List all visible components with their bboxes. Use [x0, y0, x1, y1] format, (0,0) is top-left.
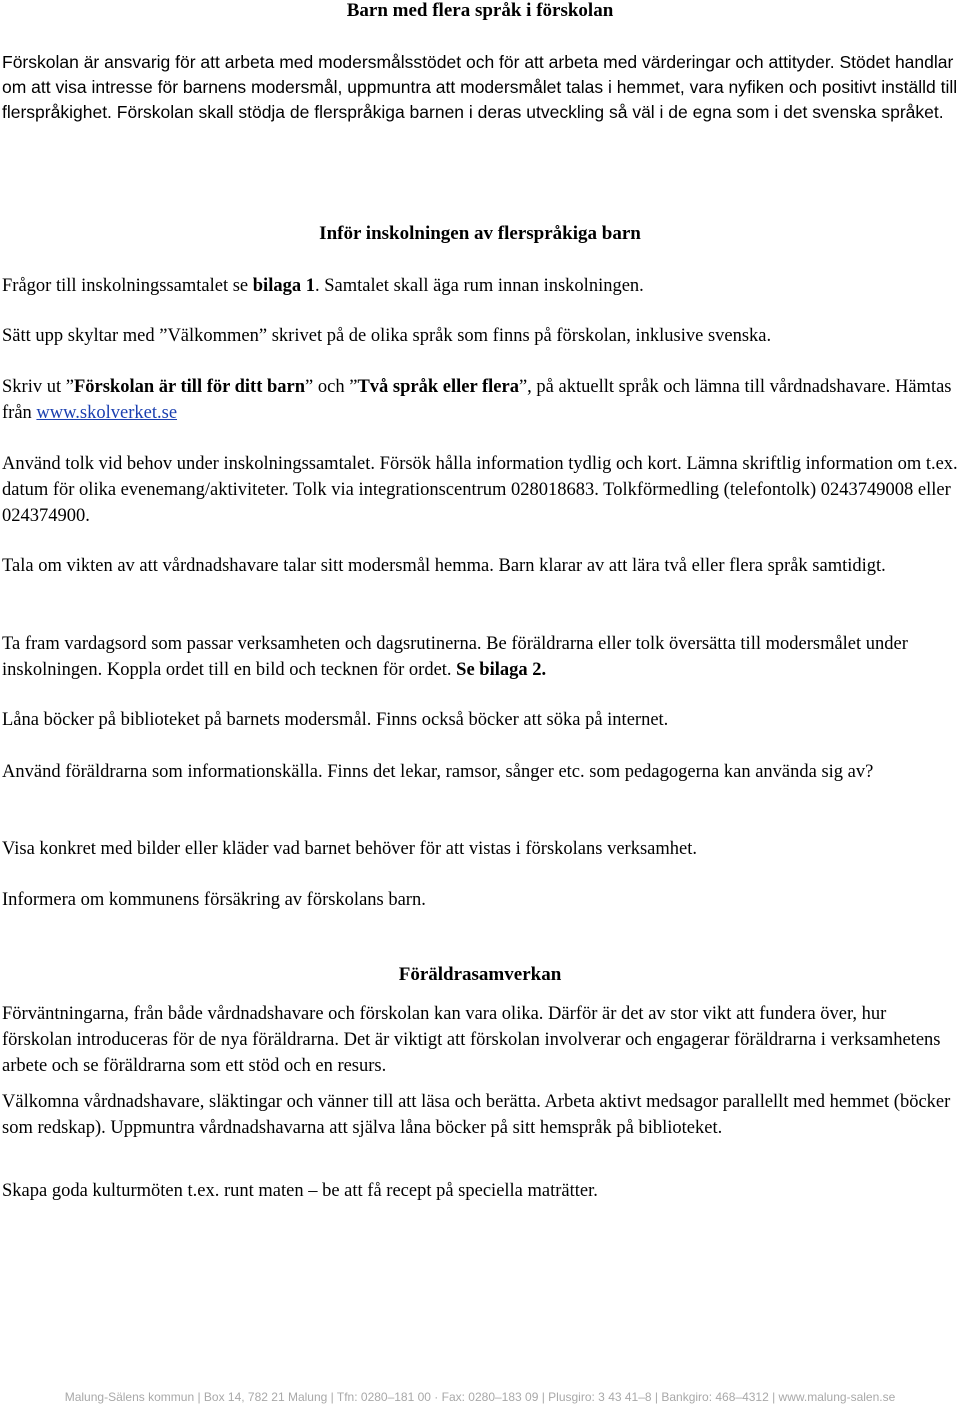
skolverket-link[interactable]: www.skolverket.se [36, 403, 178, 423]
page-footer: Malung-Sälens kommun | Box 14, 782 21 Malung | Tfn: 0280–181 00 · Fax: 0280–183 09 | Plusgiro: 3 43 41–8 | Bankgiro: 468–4312 | www.malung-salen.se [64, 1390, 896, 1404]
paragraph-show-concrete: Visa konkret med bilder eller kläder vad barnet behöver för att vistas i förskolans verksamhet. [2, 839, 697, 859]
paragraph-questions: Frågor till inskolningssamtalet se bilaga 1. Samtalet skall äga rum innan inskolningen. [2, 276, 644, 296]
intro-paragraph: Förskolan är ansvarig för att arbeta med modersmålsstödet och för att arbeta med värderingar och attityder. Stödet handlar om att visa intresse för barnens modersmål, uppmuntra att modersmålet talas i hemmet, vara nyfiken och positivt inställd till flerspråkighet. Förskolan skall stödja de flerspråkiga barnen i deras utveckling så väl i de egna som i det svenska språket. [2, 52, 958, 122]
paragraph-library-books: Låna böcker på biblioteket på barnets modersmål. Finns också böcker att söka på internet. [2, 710, 669, 730]
section-heading-inskolning: Inför inskolningen av flerspråkiga barn [319, 223, 641, 244]
paragraph-expectations: Förväntningarna, från både vårdnadshavare och förskolan kan vara olika. Därför är det av stor vikt att fundera över, hur förskolan introduceras för de nya föräldrarna. Det är viktigt att förskolan involverar och engagerar föräldrarna i verksamhetens arbete och se föräldrarna som ett stöd och en resurs. [2, 1004, 941, 1076]
page-title: Barn med flera språk i förskolan [346, 0, 614, 21]
paragraph-print: Skriv ut ”Förskolan är till för ditt barn” och ”Två språk eller flera”, på aktuellt språk och lämna till vårdnadshavare. Hämtas från www.skolverket.se [2, 377, 952, 423]
paragraph-welcome-relatives: Välkomna vårdnadshavare, släktingar och vänner till att läsa och berätta. Arbeta aktivt medsagor parallellt med hemmet (böcker som redskap). Uppmuntra vårdnadshavarna att själva låna böcker på sitt hemspråk på biblioteket. [2, 1092, 951, 1138]
section-heading-foraldrasamverkan: Föräldrasamverkan [398, 964, 562, 985]
paragraph-parents-source: Använd föräldrarna som informationskälla. Finns det lekar, ramsor, sånger etc. som pedagogerna kan använda sig av? [2, 762, 874, 782]
paragraph-mother-tongue: Tala om vikten av att vårdnadshavare talar sitt modersmål hemma. Barn klarar av att lära två eller flera språk samtidigt. [2, 556, 886, 576]
paragraph-signs: Sätt upp skyltar med ”Välkommen” skrivet på de olika språk som finns på förskolan, inklusive svenska. [2, 326, 772, 346]
paragraph-insurance: Informera om kommunens försäkring av förskolans barn. [2, 890, 426, 910]
paragraph-culture-meetings: Skapa goda kulturmöten t.ex. runt maten – be att få recept på speciella maträtter. [2, 1181, 598, 1201]
paragraph-interpreter: Använd tolk vid behov under inskolningssamtalet. Försök hålla information tydlig och kort. Lämna skriftlig information om t.ex. datum för olika evenemang/aktiviteter. Tolk via integrationscentrum 028018683. Tolkförmedling (telefontolk) 0243749008 eller 024374900. [2, 454, 958, 526]
paragraph-everyday-words: Ta fram vardagsord som passar verksamheten och dagsrutinerna. Be föräldrarna eller tolk översätta till modersmålet under inskolningen. Koppla ordet till en bild och tecknen för ordet. Se bilaga 2. [2, 634, 908, 680]
